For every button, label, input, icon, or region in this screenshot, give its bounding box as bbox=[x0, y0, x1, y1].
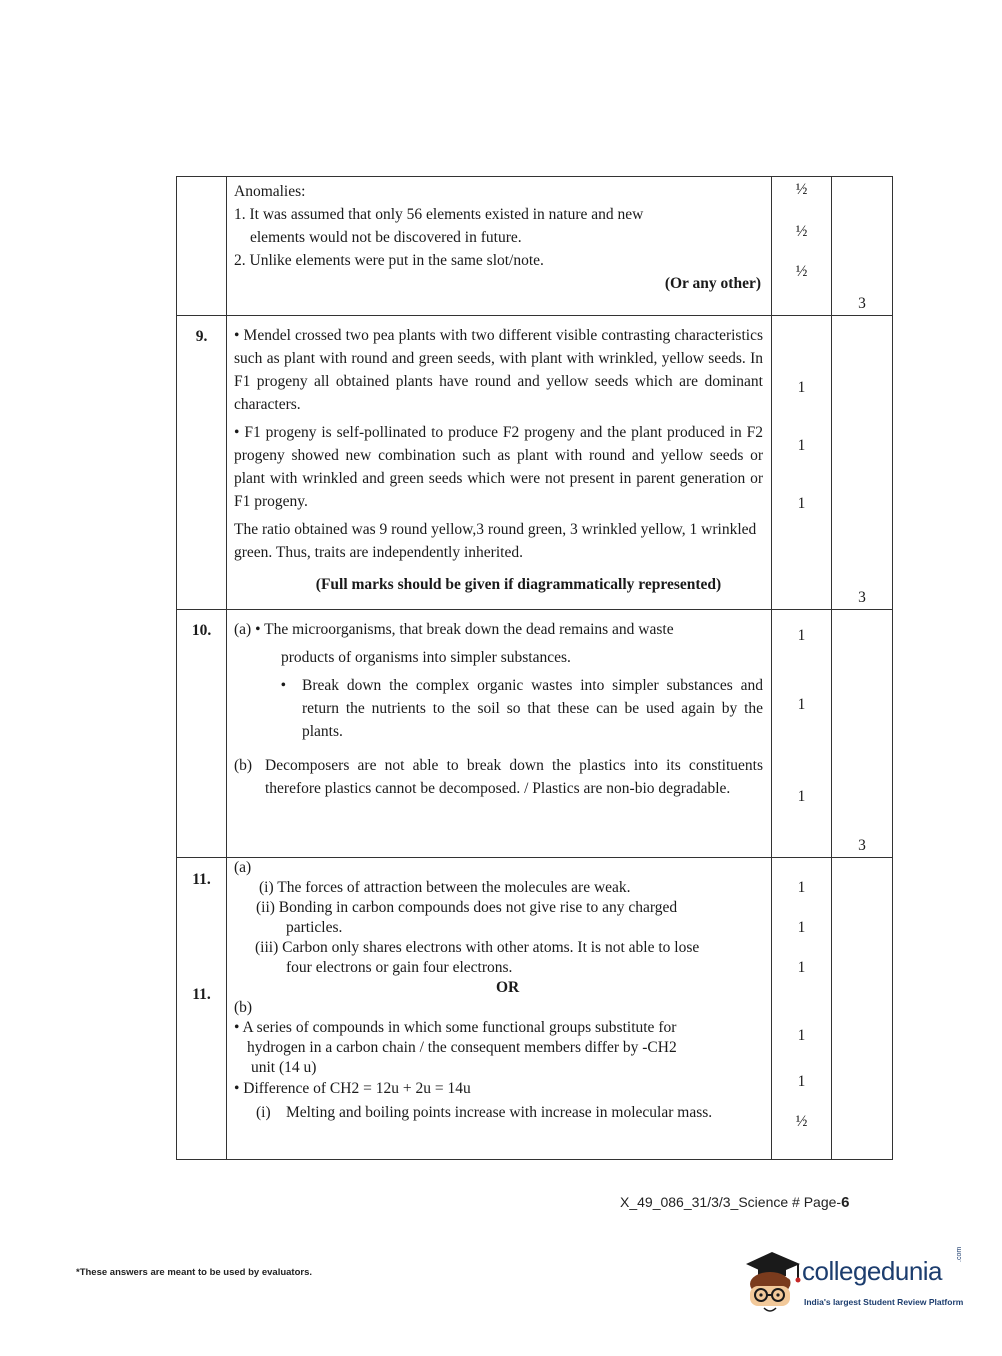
question-number: 10. bbox=[177, 610, 227, 858]
total-marks: 3 bbox=[858, 837, 866, 854]
mark-value: 1 bbox=[797, 437, 806, 454]
mark-value: ½ bbox=[795, 223, 808, 240]
mark-value: ½ bbox=[795, 1113, 808, 1130]
or-separator: OR bbox=[496, 979, 520, 996]
answer-point: • Difference of CH2 = 12u + 2u = 14u bbox=[234, 1080, 471, 1097]
marks-cell bbox=[772, 858, 832, 1160]
answer-text bbox=[227, 177, 772, 316]
question-number-cell bbox=[177, 858, 227, 1160]
mark-value: 1 bbox=[797, 495, 806, 512]
marking-note: (Or any other) bbox=[664, 275, 761, 292]
mark-value: 1 bbox=[797, 627, 806, 644]
table-row bbox=[177, 316, 893, 610]
evaluator-note: *These answers are meant to be used by evaluators. bbox=[76, 1267, 313, 1278]
answer-text bbox=[227, 858, 772, 1160]
answer-point: Melting and boiling points increase with increase in molecular mass. bbox=[286, 1104, 713, 1121]
mark-value: ½ bbox=[795, 181, 808, 198]
anomaly-item-cont: elements would not be discovered in future. bbox=[250, 229, 522, 246]
mark-value: 1 bbox=[797, 959, 806, 976]
total-marks: 3 bbox=[858, 589, 866, 606]
question-number bbox=[177, 177, 227, 316]
sub-label: (i) bbox=[256, 1104, 271, 1121]
answer-point-cont: products of organisms into simpler substances. bbox=[281, 649, 571, 666]
total-cell bbox=[832, 177, 893, 316]
anomaly-item: 1. It was assumed that only 56 elements existed in nature and new bbox=[234, 206, 644, 223]
mark-value: ½ bbox=[795, 263, 808, 280]
mark-value: 1 bbox=[797, 879, 806, 896]
total-cell bbox=[832, 316, 893, 610]
answer-point: The ratio obtained was 9 round yellow,3 round green, 3 wrinkled yellow, 1 wrinkled green. Thus, traits are independently inherited. bbox=[234, 521, 757, 561]
answer-point-cont: particles. bbox=[286, 919, 343, 936]
mark-value: 1 bbox=[797, 696, 806, 713]
mark-value: 1 bbox=[797, 379, 806, 396]
collegedunia-logo bbox=[742, 1248, 972, 1318]
part-label: (b) bbox=[234, 999, 253, 1016]
answer-point: • A series of compounds in which some functional groups substitute for bbox=[234, 1019, 677, 1036]
mark-value: 1 bbox=[797, 1027, 806, 1044]
brand-tagline: India's largest Student Review Platform bbox=[804, 1297, 964, 1307]
page-number: 6 bbox=[841, 1194, 850, 1211]
total-marks: 3 bbox=[858, 295, 866, 312]
part-label: (b) bbox=[234, 757, 253, 774]
marks-cell bbox=[772, 177, 832, 316]
answer-point: (ii) Bonding in carbon compounds does not give rise to any charged bbox=[256, 899, 678, 916]
marks-cell bbox=[772, 316, 832, 610]
answer-text bbox=[227, 316, 772, 610]
page-footer-code bbox=[620, 1194, 849, 1211]
bullet-icon: • bbox=[280, 677, 286, 694]
answer-point: Decomposers are not able to break down the plastics into its constituents therefore plastics cannot be decomposed. / Plastics are non-bio degradable. bbox=[265, 757, 763, 797]
answer-text bbox=[227, 610, 772, 858]
table-row bbox=[177, 858, 893, 1160]
answer-point: (iii) Carbon only shares electrons with other atoms. It is not able to lose bbox=[255, 939, 700, 956]
document-code: X_49_086_31/3/3_Science # Page- bbox=[620, 1194, 842, 1210]
answer-point-cont: unit (14 u) bbox=[251, 1059, 317, 1076]
answer-point: Break down the complex organic wastes into simpler substances and return the nutrients to the soil so that these can be used again by the plants. bbox=[302, 677, 763, 740]
answer-point: (a) • The microorganisms, that break down the dead remains and waste bbox=[234, 621, 674, 638]
anomalies-heading: Anomalies: bbox=[234, 183, 306, 200]
marking-note: (Full marks should be given if diagrammatically represented) bbox=[315, 576, 722, 593]
mark-value: 1 bbox=[797, 1073, 806, 1090]
mascot-icon bbox=[742, 1248, 804, 1318]
brand-name: collegedunia bbox=[802, 1256, 943, 1286]
marks-cell bbox=[772, 610, 832, 858]
part-label: (a) bbox=[234, 859, 252, 876]
answer-point: (i) The forces of attraction between the molecules are weak. bbox=[259, 879, 631, 896]
table-row bbox=[177, 610, 893, 858]
total-cell bbox=[832, 858, 893, 1160]
question-number: 9. bbox=[177, 316, 227, 610]
mark-value: 1 bbox=[797, 788, 806, 805]
answer-point-cont: hydrogen in a carbon chain / the consequent members differ by -CH2 bbox=[247, 1039, 677, 1056]
mark-value: 1 bbox=[797, 919, 806, 936]
total-cell bbox=[832, 610, 893, 858]
anomaly-item: 2. Unlike elements were put in the same slot/note. bbox=[234, 252, 544, 269]
answer-table bbox=[176, 176, 893, 1160]
question-number: 11. bbox=[192, 871, 211, 888]
answer-point: • F1 progeny is self-pollinated to produce F2 progeny and the plant produced in F2 progeny showed new combination such as plant with round and yellow seeds or plant with wrinkled and green seeds which were not present in parent generation or F1 progeny. bbox=[234, 424, 763, 510]
table-row bbox=[177, 177, 893, 316]
answer-point-cont: four electrons or gain four electrons. bbox=[286, 959, 513, 976]
brand-suffix: .com bbox=[956, 1246, 963, 1262]
question-number: 11. bbox=[192, 986, 211, 1003]
answer-point: • Mendel crossed two pea plants with two different visible contrasting characteristics such as plant with round and green seeds, with plant with wrinkled, yellow seeds. In F1 progeny all obtained plants have round and yellow seeds which are dominant characters. bbox=[234, 327, 763, 413]
